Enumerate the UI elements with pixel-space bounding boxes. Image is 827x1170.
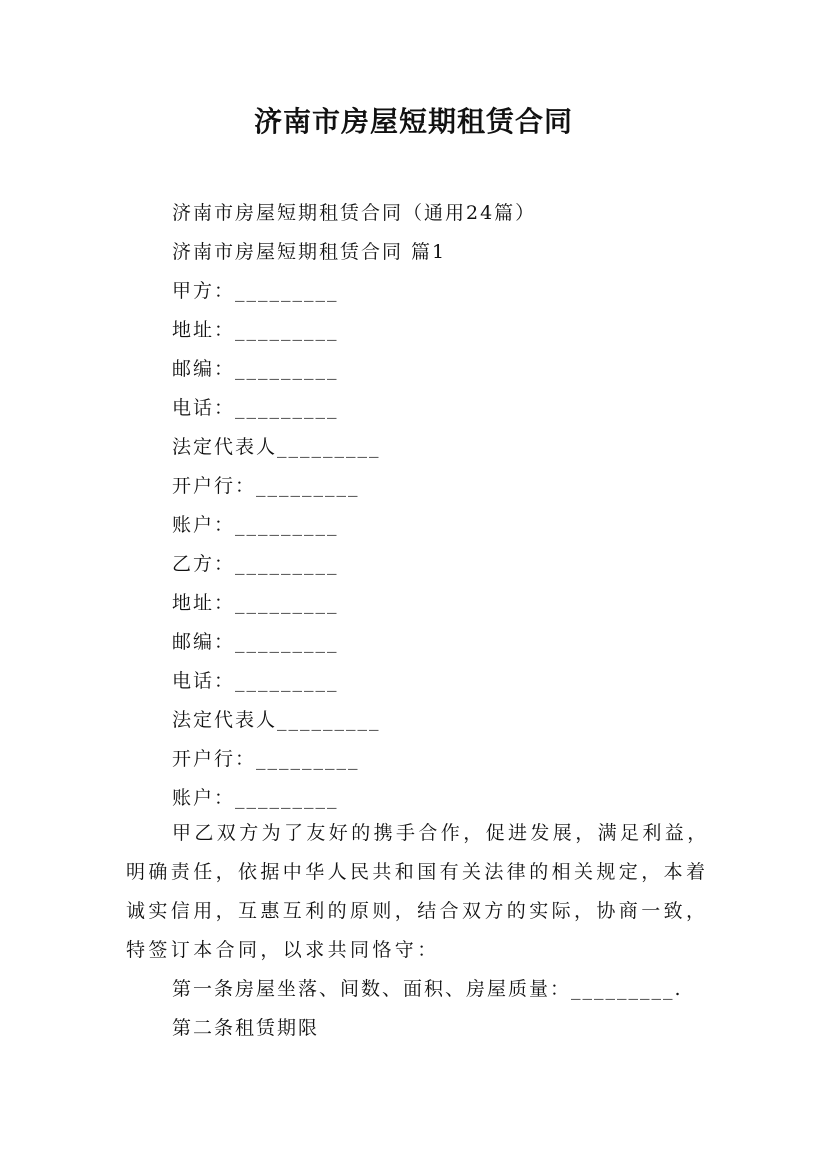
clause-lines [172, 970, 732, 1048]
party-b-bank-field: 开户行：_________ [172, 748, 360, 770]
party-a-postcode-field: 邮编：_________ [172, 358, 339, 380]
party-a-account-field: 账户：_________ [172, 514, 339, 536]
party-b-postcode-field: 邮编：_________ [172, 631, 339, 653]
party-b-legal-rep-field: 法定代表人_________ [172, 709, 381, 731]
party-b-address-field: 地址：_________ [172, 592, 339, 614]
section-heading: 济南市房屋短期租赁合同 篇1 [172, 241, 447, 263]
party-a-field: 甲方：_________ [172, 280, 339, 302]
document-title: 济南市房屋短期租赁合同 [253, 105, 573, 138]
subtitle-line: 济南市房屋短期租赁合同（通用24篇） [172, 202, 537, 224]
clause-2: 第二条租赁期限 [172, 1017, 320, 1039]
party-b-field: 乙方：_________ [172, 553, 339, 575]
party-a-phone-field: 电话：_________ [172, 397, 339, 419]
header-lines [172, 194, 732, 818]
party-a-bank-field: 开户行：_________ [172, 475, 360, 497]
party-a-address-field: 地址：_________ [172, 319, 339, 341]
preamble-paragraph: 甲乙双方为了友好的携手合作，促进发展，满足利益，明确责任，依据中华人民共和国有关法律的相关规定，本着诚实信用，互惠互利的原则，结合双方的实际，协商一致，特签订本合同，以求共同恪守： [126, 822, 710, 961]
party-a-legal-rep-field: 法定代表人_________ [172, 436, 381, 458]
party-b-account-field: 账户：_________ [172, 787, 339, 809]
party-b-phone-field: 电话：_________ [172, 670, 339, 692]
clause-1: 第一条房屋坐落、间数、面积、房屋质量：_________. [172, 978, 683, 1000]
